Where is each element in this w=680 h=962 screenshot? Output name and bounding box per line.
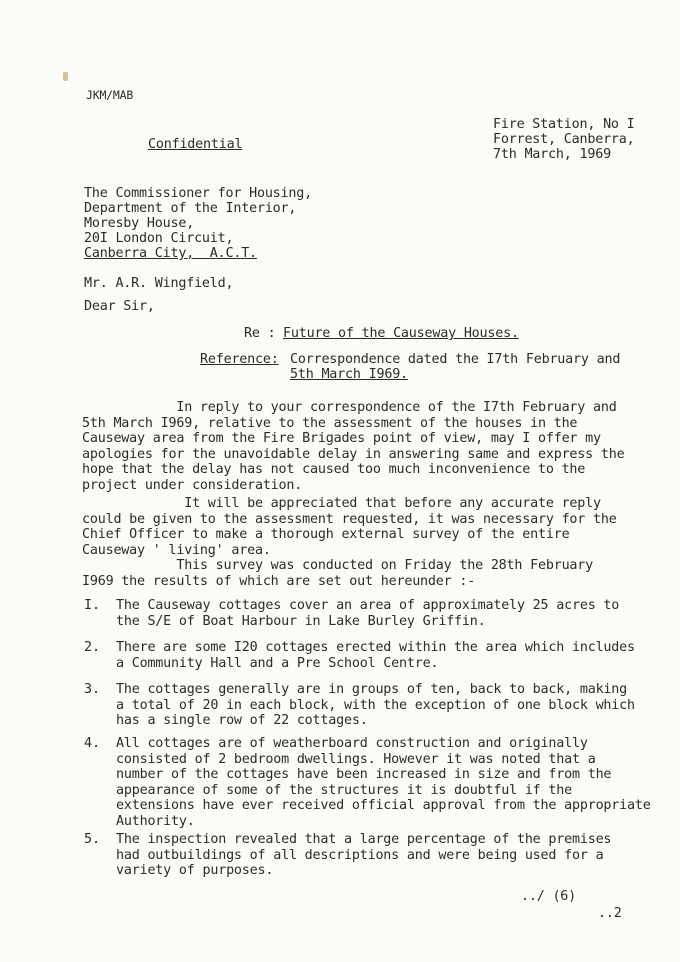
reference-code: JKM/MAB	[86, 88, 134, 102]
reference-label: Reference:	[200, 352, 279, 367]
sender-line-1: Fire Station, No I	[493, 117, 635, 132]
item-5-text: The inspection revealed that a large percentage of the premises had outbuildings of all descriptions and were being used for a variety of purposes.	[116, 832, 612, 878]
page-number: ..2	[598, 906, 622, 921]
sender-date: 7th March, 1969	[493, 147, 611, 162]
addressee-line-1: The Commissioner for Housing,	[84, 186, 312, 201]
item-1-text: The Causeway cottages cover an area of approximately 25 acres to the S/E of Boat Harbour in Lake Burley Griffin.	[116, 598, 620, 629]
re-subject: Future of the Causeway Houses.	[283, 326, 519, 341]
item-5-number: 5.	[84, 832, 101, 847]
item-3-text: The cottages generally are in groups of ten, back to back, making a total of 20 in each block, with the exception of one block which has a single row of 22 cottages.	[116, 682, 635, 728]
re-label: Re :	[244, 326, 276, 341]
item-4-number: 4.	[84, 736, 101, 751]
stain-mark	[63, 72, 68, 81]
item-2-text: There are some I20 cottages erected within the area which includes a Community Hall and a Pre School Centre.	[116, 640, 635, 671]
item-2-number: 2.	[84, 640, 101, 655]
reference-line-1: Correspondence dated the I7th February and	[290, 352, 621, 367]
sender-line-2: Forrest, Canberra,	[493, 132, 635, 147]
item-1-number: I.	[84, 598, 101, 613]
addressee-line-3: Moresby House,	[84, 216, 195, 231]
paragraph-2: It will be appreciated that before any accurate reply could be given to the assessment requested, it was necessary for the Chief Officer to make a thorough external survey of the entire Causeway ' living' area.	[82, 496, 617, 558]
salutation: Dear Sir,	[84, 299, 155, 314]
paragraph-1: In reply to your correspondence of the I7th February and 5th March I969, relative to the assessment of the houses in the Causeway area from the Fire Brigades point of view, may I offer my apologies for the unavoidable delay in answering same and express the hope that the delay has not caused too much inconvenience to the project under consideration.	[82, 400, 625, 493]
paragraph-3: This survey was conducted on Friday the 28th February I969 the results of which are set out hereunder :-	[82, 558, 594, 589]
item-4-text: All cottages are of weatherboard construction and originally consisted of 2 bedroom dwellings. However it was noted that a number of the cottages have been increased in size and from the appearance of some of the structures it is doubtful if the extensions have ever received official approval from the appropriate Authority.	[116, 736, 651, 829]
attention-line: Mr. A.R. Wingfield,	[84, 276, 234, 291]
item-3-number: 3.	[84, 682, 101, 697]
addressee-line-2: Department of the Interior,	[84, 201, 297, 216]
continuation-marker: ../ (6)	[521, 889, 577, 904]
addressee-line-5: Canberra City, A.C.T.	[84, 246, 257, 261]
classification: Confidential	[148, 137, 243, 152]
reference-line-2: 5th March I969.	[290, 367, 408, 382]
addressee-line-4: 20I London Circuit,	[84, 231, 234, 246]
